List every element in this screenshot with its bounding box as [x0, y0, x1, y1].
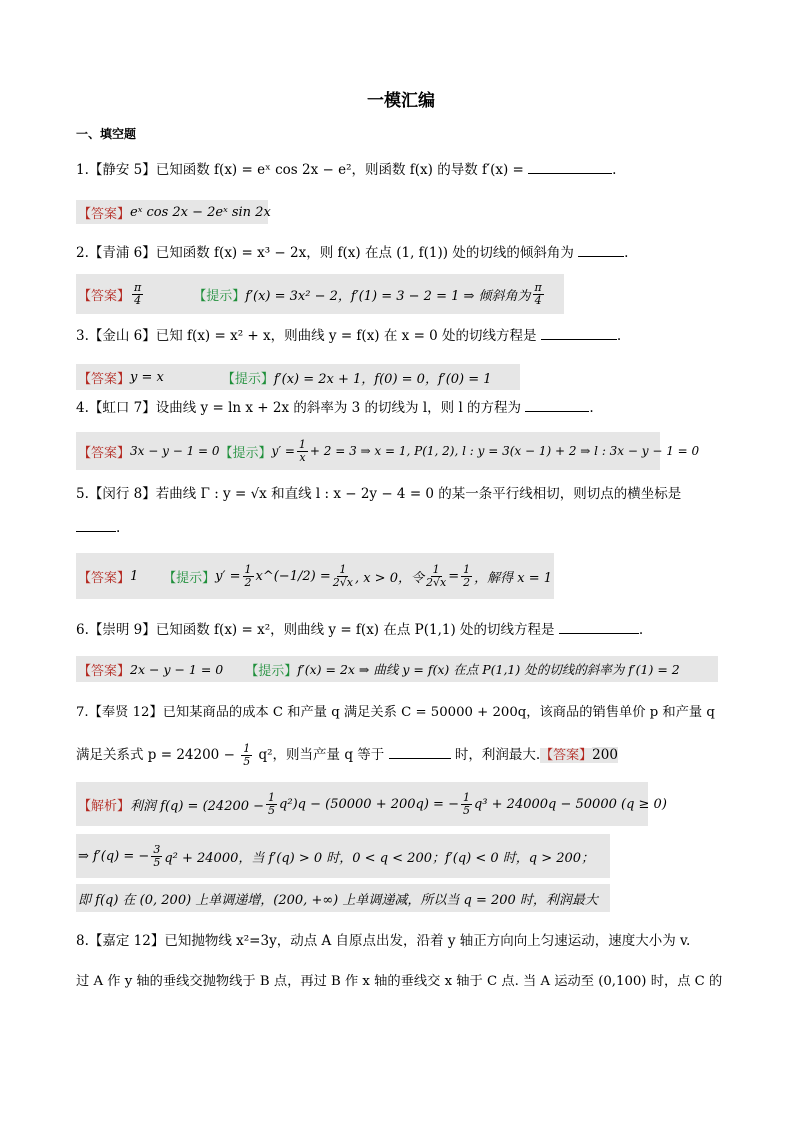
hint-5-d: =: [448, 568, 460, 584]
section-heading: 一、填空题: [76, 127, 137, 141]
question-1-text: 1.【静安 5】已知函数 f(x) = eˣ cos 2x − e²，则函数 f(x) 的导数 f′(x) =: [76, 162, 524, 178]
hint-2-fraction: π 4: [534, 280, 542, 307]
answer-blank: [525, 399, 589, 412]
page-title: 一模汇编: [367, 91, 435, 111]
answer-tag: 【答案】: [540, 748, 593, 763]
hint-5-a: y′ =: [215, 568, 241, 584]
analysis-7-c: q³ + 24000q − 50000 (q ≥ 0): [473, 796, 667, 812]
answer-box-3: [76, 364, 520, 390]
answer-blank: [578, 244, 624, 257]
hint-4-prefix: y′ =: [271, 444, 295, 458]
question-4-text: 4.【虹口 7】设曲线 y = ln x + 2x 的斜率为 3 的切线为 l，则 l 的方程为: [76, 400, 522, 416]
answer-blank: [76, 519, 116, 532]
hint-tag: 【提示】: [193, 288, 246, 304]
answer-blank: [541, 327, 617, 340]
question-6: [76, 620, 643, 640]
question-7: [76, 703, 715, 723]
question-3-text: 3.【金山 6】已知 f(x) = x² + x，则曲线 y = f(x) 在 x = 0 处的切线方程是: [76, 328, 537, 344]
question-8-line-2-text: 过 A 作 y 轴的垂线交抛物线于 B 点，再过 B 作 x 轴的垂线交 x 轴于 C 点. 当 A 运动至 (0,100) 时，点 C 的: [76, 974, 723, 989]
question-5-line-2: [76, 518, 120, 538]
analysis-7-d: ⇒ f′(q) = −: [78, 848, 150, 864]
question-8: [76, 931, 690, 951]
analysis-box-7-line-3: [76, 884, 610, 912]
answer-box-5: [76, 553, 554, 599]
answer-1: eˣ cos 2x − 2eˣ sin 2x: [130, 204, 271, 220]
hint-2: f′(x) = 3x² − 2，f′(1) = 3 − 2 = 1 ⇒ 倾斜角为: [245, 288, 531, 304]
hint-tag: 【提示】: [219, 445, 272, 461]
question-1: [76, 160, 616, 180]
hint-5-b: x^(−1/2) =: [255, 568, 331, 584]
question-2: [76, 243, 628, 263]
hint-6: f′(x) = 2x ⇒ 曲线 y = f(x) 在点 P(1,1) 处的切线的斜率为 f′(1) = 2: [297, 662, 680, 677]
answer-box-1: [76, 200, 271, 224]
answer-tag: 【答案】: [78, 206, 131, 222]
answer-2-fraction: π 4: [134, 280, 142, 307]
hint-tag: 【提示】: [221, 371, 274, 387]
answer-blank: [389, 746, 451, 759]
answer-blank: [528, 161, 612, 174]
question-7-line-2-b: q²，则当产量 q 等于: [258, 747, 385, 763]
hint-3: f′(x) = 2x + 1，f(0) = 0，f′(0) = 1: [273, 371, 492, 387]
answer-4: 3x − y − 1 = 0: [130, 444, 220, 458]
analysis-tag: 【解析】: [78, 798, 131, 814]
hint-5-fraction-4: $\frac{1}{2}$: [463, 562, 471, 589]
question-4: [76, 398, 594, 418]
hint-4-fraction: $\frac{1}{x}$: [298, 437, 306, 464]
analysis-7-fraction-1: $\frac{1}{5}$: [268, 790, 276, 817]
analysis-7-f: 即 f(q) 在 (0, 200) 上单调递增，(200, +∞) 上单调递减，所以当 q = 200 时，利润最大: [78, 892, 598, 908]
question-7-line-2-a: 满足关系式 p = 24200 −: [76, 747, 235, 763]
hint-tag: 【提示】: [245, 663, 298, 679]
answer-tag: 【答案】: [78, 570, 131, 586]
analysis-7-b: q²)q − (50000 + 200q) = −: [279, 796, 459, 812]
question-8-line-1: 8.【嘉定 12】已知抛物线 x²=3y，动点 A 自原点出发，沿着 y 轴正方向向上匀速运动，速度大小为 v.: [76, 933, 691, 949]
analysis-box-7-line-2: [76, 834, 610, 878]
question-2-tail: .: [624, 245, 629, 261]
answer-3: y = x: [130, 369, 164, 385]
hint-5-fraction-3: $\frac{1}{2√x}$: [425, 562, 447, 589]
hint-4: + 2 = 3 ⇒ x = 1, P(1, 2), l : y = 3(x − 1) + 2 ⇒ l : 3x − y − 1 = 0: [309, 444, 700, 458]
question-1-tail: .: [612, 162, 617, 178]
answer-tag: 【答案】: [78, 288, 131, 304]
question-2-text: 2.【青浦 6】已知函数 f(x) = x³ − 2x，则 f(x) 在点 (1, f(1)) 处的切线的倾斜角为: [76, 245, 574, 261]
analysis-7-fraction-2: $\frac{1}{5}$: [462, 790, 470, 817]
question-7-line-1: 7.【奉贤 12】已知某商品的成本 C 和产量 q 满足关系 C = 50000 + 200q，该商品的销售单价 p 和产量 q: [76, 705, 715, 720]
answer-tag: 【答案】: [78, 663, 131, 679]
question-6-text: 6.【崇明 9】已知函数 f(x) = x²，则曲线 y = f(x) 在点 P(1,1) 处的切线方程是: [76, 622, 555, 638]
question-6-tail: .: [638, 622, 644, 638]
answer-blank: [559, 621, 639, 634]
analysis-7-fraction-3: $\frac{3}{5}$: [153, 842, 161, 869]
question-3: [76, 326, 621, 346]
question-8-line-2: [76, 972, 722, 992]
answer-box-4: [76, 432, 700, 470]
question-7-fraction: $\frac{1}{5}$: [243, 742, 251, 768]
hint-5-c: , x > 0，令: [354, 570, 424, 586]
question-4-tail: .: [589, 400, 594, 416]
hint-5-fraction-2: $\frac{1}{2√x}$: [332, 562, 353, 589]
answer-box-2: [76, 274, 564, 314]
answer-tag: 【答案】: [78, 371, 131, 387]
question-5: [76, 484, 681, 504]
analysis-7-e: q² + 24000，当 f′(q) > 0 时，0 < q < 200；f′(q) < 0 时，q > 200；: [164, 850, 595, 866]
question-7-line-2: [76, 743, 618, 768]
hint-5-fraction-1: $\frac{1}{2}$: [244, 562, 252, 589]
question-5-text: 5.【闵行 8】若曲线 Γ : y = √x 和直线 l : x − 2y − 4 = 0 的某一条平行线相切，则切点的横坐标是: [76, 486, 682, 502]
answer-7: 200: [592, 747, 618, 763]
answer-tag: 【答案】: [78, 445, 131, 461]
question-7-line-2-c: 时，利润最大.: [454, 747, 541, 763]
answer-5: 1: [130, 568, 139, 584]
question-5-tail: .: [116, 520, 121, 536]
question-3-tail: .: [616, 328, 622, 344]
analysis-box-7-line-1: [76, 782, 667, 826]
answer-6: 2x − y − 1 = 0: [130, 661, 224, 677]
analysis-7-a: 利润 f(q) = (24200 −: [130, 798, 265, 814]
hint-5-e: ，解得 x = 1: [474, 570, 552, 586]
hint-tag: 【提示】: [163, 570, 216, 586]
answer-box-6: [76, 656, 718, 682]
